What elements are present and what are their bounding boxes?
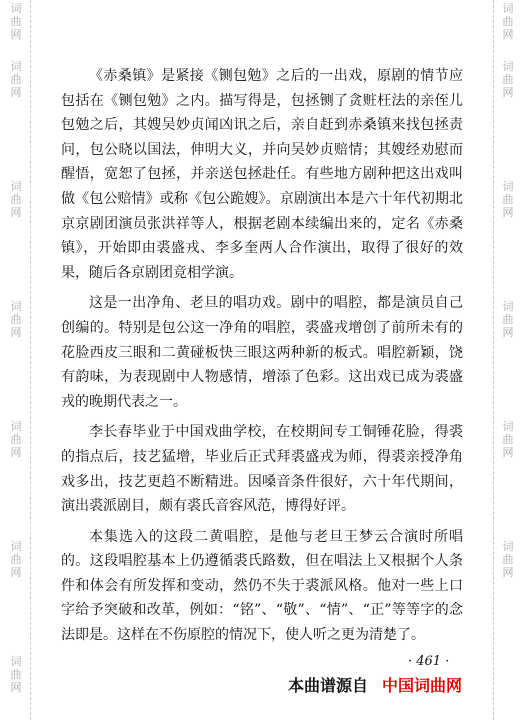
margin-watermark-left: 词 曲 网	[10, 420, 22, 459]
source-footer	[288, 673, 462, 696]
margin-watermark-right: 词 曲 网	[502, 420, 514, 459]
watermark-char: 网	[10, 28, 22, 41]
margin-watermark-left: 词 曲 网	[10, 540, 22, 579]
paragraph-intro: 《赤桑镇》是紧接《铡包勉》之后的一出戏，原剧的情节应包括在《铡包勉》之内。描写得是，包拯铡了贪赃枉法的亲侄儿包勉之后，其嫂吴妙贞闻凶讯之后，亲自赶到赤桑镇来找包拯责问，包公晓以国法，伸明大义，并向吴妙贞赔情；其嫂经劝慰而醒悟，宽恕了包拯，并亲送包拯赴任。有些地方剧种把这出戏叫做《包公赔情》或称《包公跪嫂》。京剧演出本是六十年代初期北京京剧团演员张洪祥等人，根据老剧本续编出来的，定名《赤桑镇》，开始即由裘盛戎、李多奎两人合作演出，取得了很好的效果，随后各京剧团竞相学演。	[61, 68, 463, 281]
margin-watermark-right: 词 曲 网	[502, 2, 514, 41]
margin-watermark-right: 词 曲 网	[502, 180, 514, 219]
margin-watermark-right: 词 曲 网	[502, 60, 514, 99]
margin-watermark-left: 词 曲 网	[10, 655, 22, 694]
page-number: · 461 ·	[408, 654, 450, 669]
margin-watermark-left: 词 曲 网	[10, 180, 22, 219]
left-dashed-border	[30, 0, 31, 720]
watermark-char: 曲	[10, 15, 22, 28]
right-dashed-border	[493, 0, 494, 720]
footer-site-name: 中国词曲网	[382, 676, 463, 695]
margin-watermark-right: 词 曲 网	[502, 540, 514, 579]
watermark-char: 词	[10, 2, 22, 15]
margin-watermark-left: 词 曲 网	[10, 60, 22, 99]
margin-watermark-right: 词 曲 网	[502, 300, 514, 339]
paragraph-vocal-style: 这是一出净角、老旦的唱功戏。剧中的唱腔，都是演员自己创编的。特别是包公这一净角的唱腔，裘盛戎增创了前所未有的花脸西皮三眼和二黄碰板快三眼这两种新的板式。唱腔新颖，饶有韵味，为表现剧中人物感情，增添了色彩。这出戏已成为裘盛戎的晚期代表之一。	[61, 295, 463, 410]
paragraph-performer-bio: 李长春毕业于中国戏曲学校，在校期间专工铜锤花脸，得裘的指点后，技艺猛增，毕业后正式拜裘盛戎为师，得裘亲授净角戏多出，技艺更趋不断精进。因嗓音条件很好，六十年代期间，演出裘派剧目，颇有裘氏音容风范，博得好评。	[61, 424, 463, 515]
margin-watermark-left	[4, 2, 28, 41]
margin-watermark-left: 词 曲 网	[10, 300, 22, 339]
body-text	[61, 64, 463, 648]
paragraph-selection-notes: 本集选入的这段二黄唱腔，是他与老旦王梦云合演时所唱的。这段唱腔基本上仍遵循裘氏路数，但在唱法上又根据个人条件和体会有所发挥和变动，然仍不失于裘派风格。他对一些上口字给予突破和改革，例如：“铭”、“敬”、“情”、“正”等等字的念法即是。这样在不伤原腔的情况下，使人听之更为清楚了。	[61, 528, 463, 644]
footer-source-label: 本曲谱源自	[288, 676, 369, 695]
